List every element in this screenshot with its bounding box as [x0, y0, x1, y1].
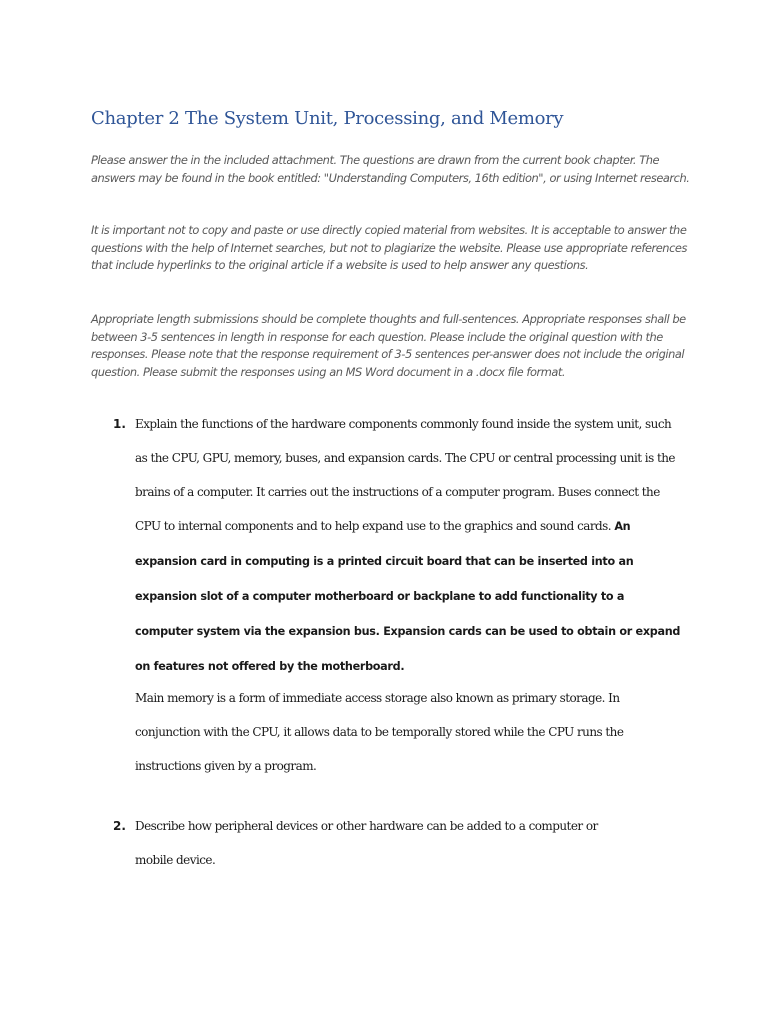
instructions-paragraph-2: It is important not to copy and paste or use directly copied material from websites. It is acceptable to answer the questions with the help of Internet searches, but not to plagiarize the website. Please use appropriate references that include hyperlinks to the original article if a website is used to help answer any questions.: [91, 223, 687, 273]
question-1-text: Explain the functions of the hardware components commonly found inside the system unit, such as the CPU, GPU, memory, buses, and expansion cards. The CPU or central processing unit is the brains of a computer. It carries out the instructions of a computer program. Buses connect the CPU to internal components and to help expand use to the graphics and sound cards.: [135, 417, 675, 533]
question-2-text: Describe how peripheral devices or other hardware can be added to a computer or mobile device.: [135, 819, 598, 867]
instructions-paragraph-1: Please answer the in the included attachment. The questions are drawn from the current book chapter. The answers may be found in the book entitled: "Understanding Computers, 16th edition", or using Internet research.: [91, 153, 690, 185]
question-1-answer: [135, 407, 683, 684]
instructions-paragraph-3: Appropriate length submissions should be complete thoughts and full-sentences. Appropriate responses shall be between 3-5 sentences in length in response for each question. Please include the original question with the responses. Please note that the response requirement of 3-5 sentences per-answer does not include the original question. Please submit the responses using an MS Word document in a .docx file format.: [91, 312, 686, 380]
question-1-bold-text: An expansion card in computing is a printed circuit board that can be inserted into an expansion slot of a computer motherboard or backplane to add functionality to a computer system via the expansion bus. Expansion cards can be used to obtain or expand on features not offered by the motherboard.: [135, 520, 681, 673]
question-1-memory-paragraph: Main memory is a form of immediate access storage also known as primary storage. In conjunction with the CPU, it allows data to be temporally stored while the CPU runs the instructions given by a program.: [135, 691, 624, 773]
question-1-number: 1.: [113, 417, 126, 431]
document-title: Chapter 2 The System Unit, Processing, and Memory: [91, 108, 564, 129]
question-2-number: 2.: [113, 819, 126, 833]
